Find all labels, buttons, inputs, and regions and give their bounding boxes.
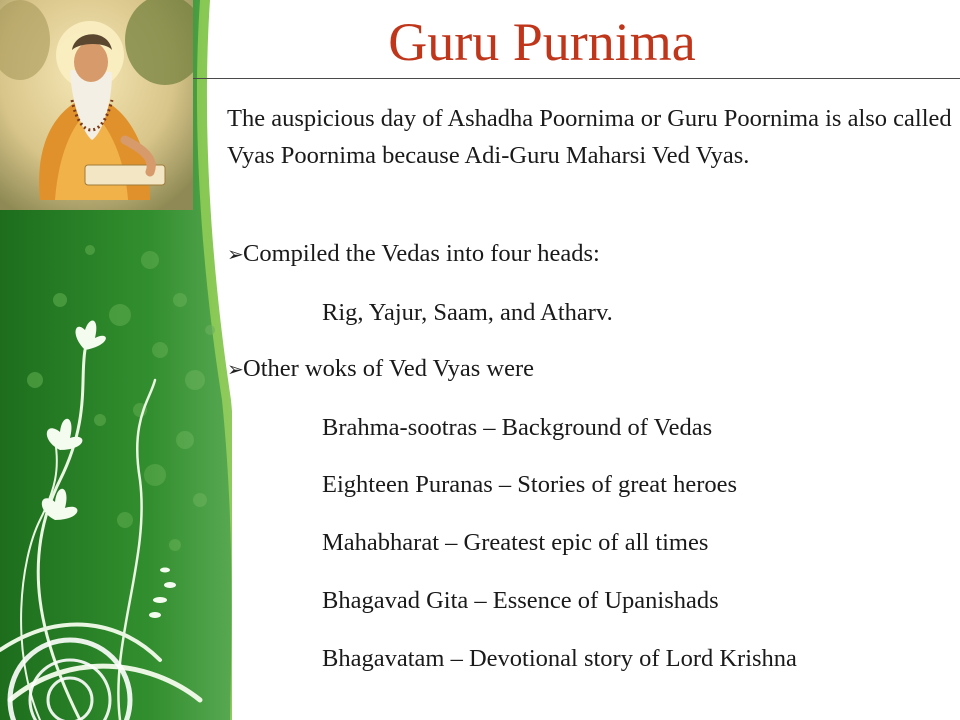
sub-item: Rig, Yajur, Saam, and Atharv. [322,299,613,326]
slide-body [227,100,952,672]
intro-paragraph: The auspicious day of Ashadha Poornima or Guru Poornima is also called Vyas Poornima because Adi-Guru Maharsi Ved Vyas. [227,105,952,169]
sub-item: Bhagavatam – Devotional story of Lord Krishna [322,645,797,672]
arrow-bullet-icon: ➢ [227,359,244,381]
slide-title: Guru Purnima [388,12,696,72]
sage-portrait-image [0,0,193,210]
sub-item: Mahabharat – Greatest epic of all times [322,529,709,556]
sub-item: Bhagavad Gita – Essence of Upanishads [322,587,719,614]
arrow-bullet-icon: ➢ [227,244,244,266]
bullet-item [227,354,534,385]
bullet-text: Compiled the Vedas into four heads: [243,240,600,267]
title-underline [193,78,960,79]
sub-item: Eighteen Puranas – Stories of great heroes [322,471,738,498]
sub-item: Brahma-sootras – Background of Vedas [322,414,713,441]
bullet-text: Other woks of Ved Vyas were [243,355,534,382]
bullet-item [227,239,600,270]
